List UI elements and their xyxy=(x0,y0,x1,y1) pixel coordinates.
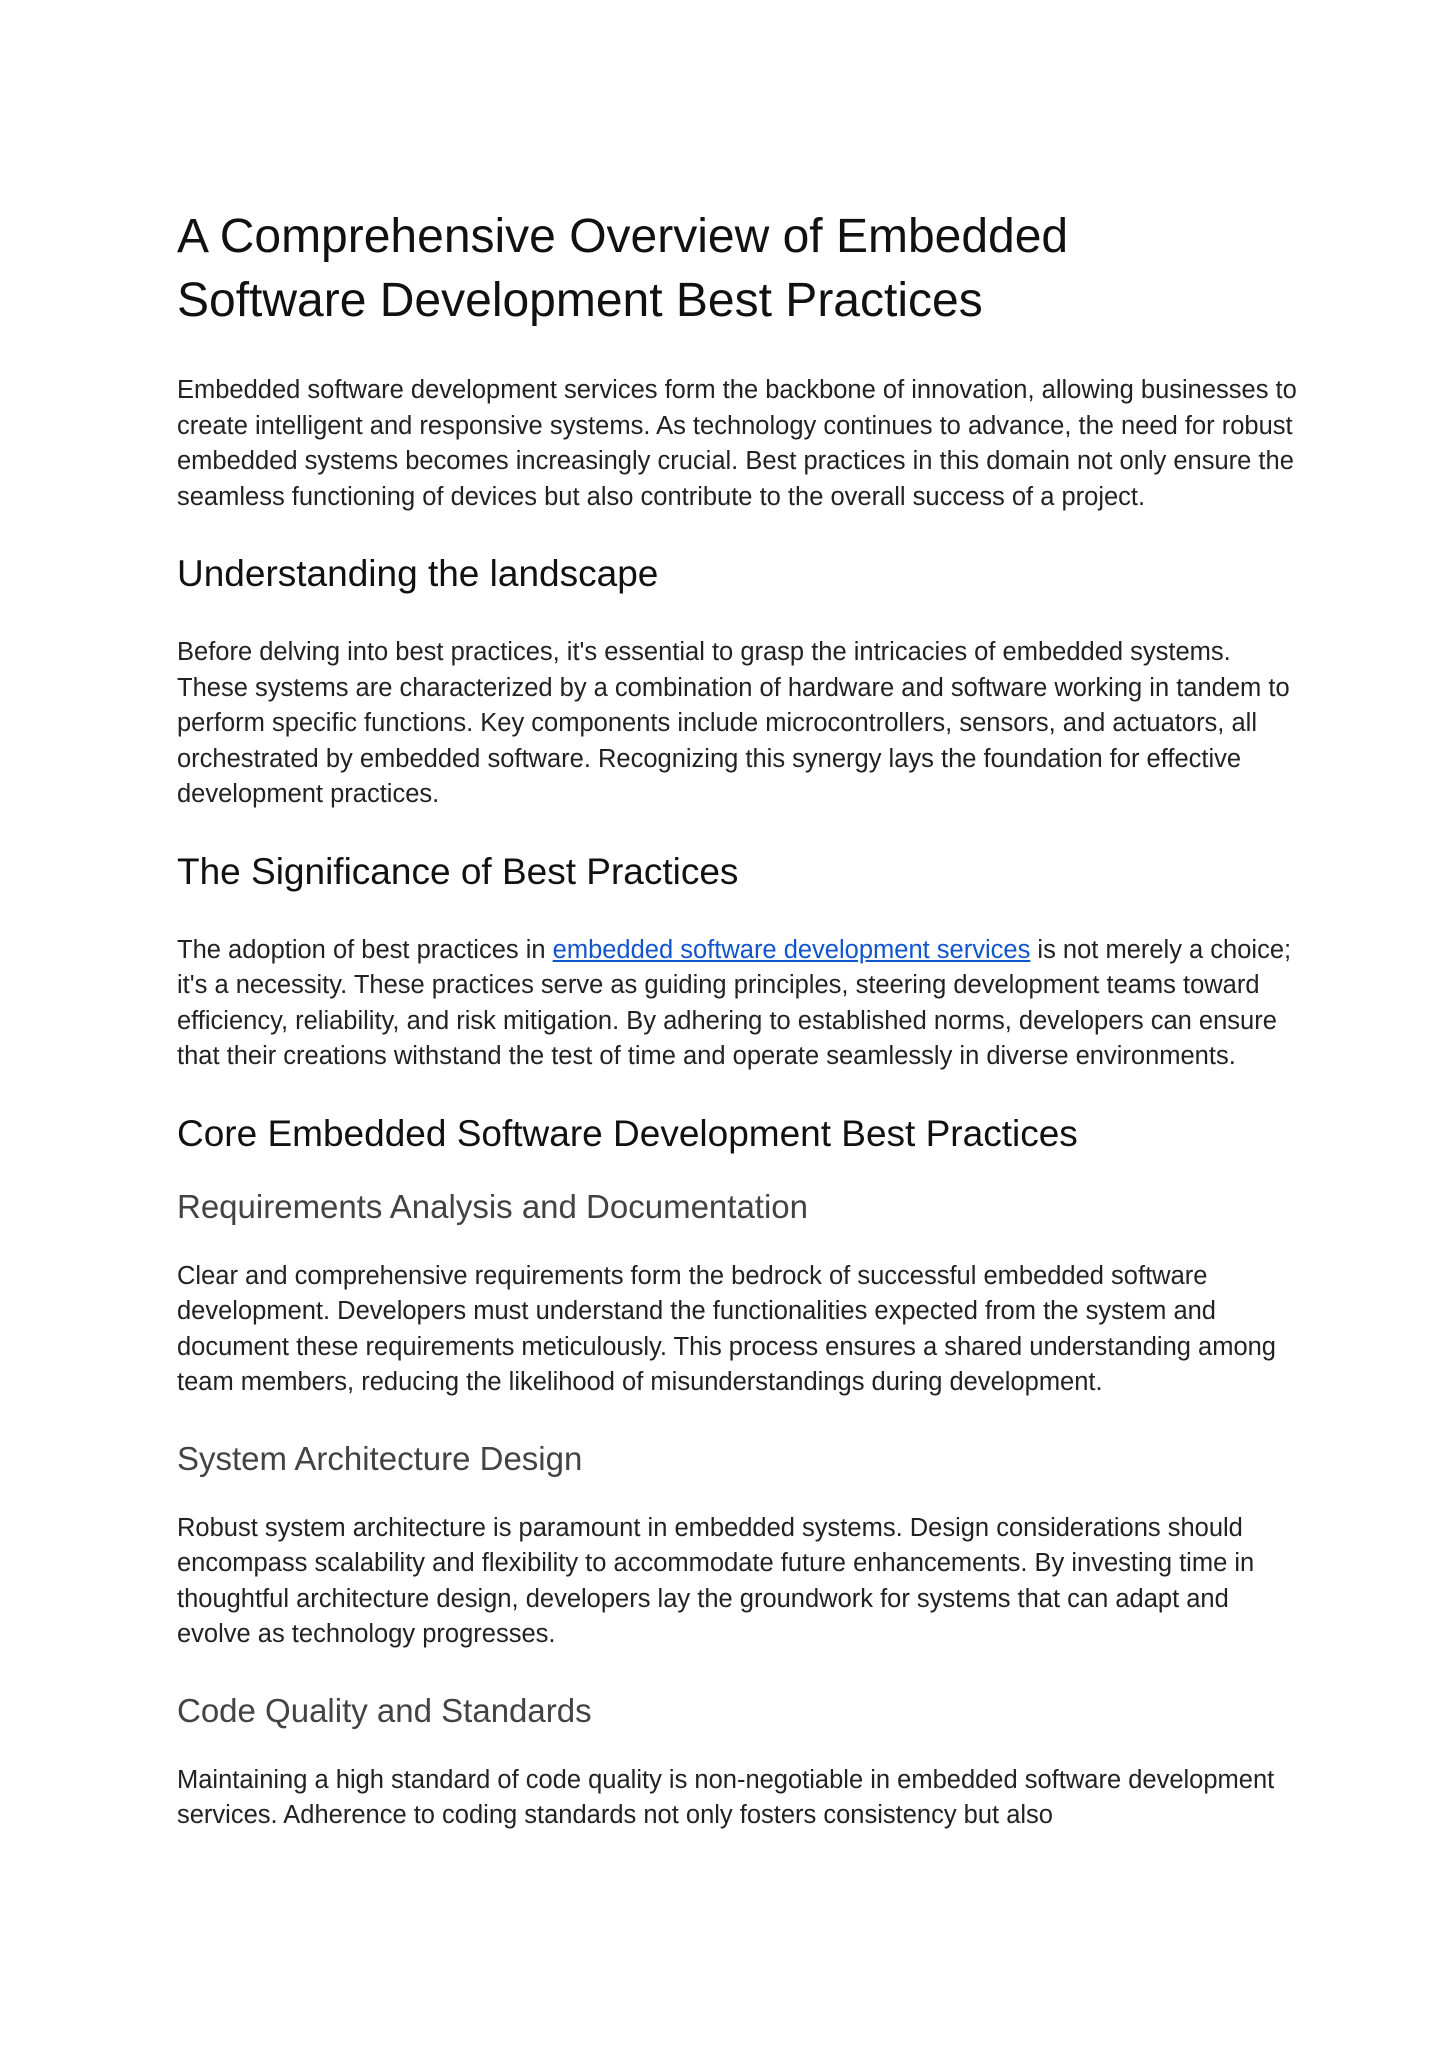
subsection-heading-code-quality: Code Quality and Standards xyxy=(177,1691,592,1729)
subsection-body-architecture: Robust system architecture is paramount in embedded systems. Design considerations should encompass scalability and flexibility to accommodate future enhancements. By investing time in thoughtful architecture design, developers lay the groundwork for systems that can adapt and evolve as technology progresses. xyxy=(177,1513,1255,1648)
section-body-landscape: Before delving into best practices, it's essential to grasp the intricacies of embedded systems. These systems are characterized by a combination of hardware and software working in tandem to perform specific functions. Key components include microcontrollers, sensors, and actuators, all orchestrated by embedded software. Recognizing this synergy lays the foundation for effective development practices. xyxy=(177,638,1290,808)
intro-paragraph: Embedded software development services form the backbone of innovation, allowing businesses to create intelligent and responsive systems. As technology continues to advance, the need for robust embedded systems becomes increasingly crucial. Best practices in this domain not only ensure the seamless functioning of devices but also contribute to the overall success of a project. xyxy=(177,376,1297,511)
subsection-heading-architecture: System Architecture Design xyxy=(177,1439,583,1477)
significance-text-before-link: The adoption of best practices in xyxy=(177,935,553,964)
significance-text-after-link: is not merely a choice; it's a necessity. These practices serve as guiding principles, steering development teams toward efficiency, reliability, and risk mitigation. By adhering to established norms, developers can ensure that their creations withstand the test of time and operate seamlessly in diverse environments. xyxy=(177,935,1292,1070)
subsection-heading-requirements: Requirements Analysis and Documentation xyxy=(177,1187,809,1225)
section-body-significance xyxy=(177,933,1297,1075)
document-title: A Comprehensive Overview of Embedded Software Development Best Practices xyxy=(177,210,1069,327)
document-page xyxy=(177,205,1297,1870)
embedded-services-link[interactable]: embedded software development services xyxy=(552,935,1031,964)
section-heading-core-practices: Core Embedded Software Development Best Practices xyxy=(177,1112,1078,1154)
section-heading-significance: The Significance of Best Practices xyxy=(177,850,739,892)
subsection-body-code-quality: Maintaining a high standard of code quality is non-negotiable in embedded software development services. Adherence to coding standards not only fosters consistency but also xyxy=(177,1765,1275,1829)
subsection-body-requirements: Clear and comprehensive requirements form the bedrock of successful embedded software development. Developers must understand the functionalities expected from the system and document these requirements meticulously. This process ensures a shared understanding among team members, reducing the likelihood of misunderstandings during development. xyxy=(177,1261,1276,1396)
section-heading-landscape: Understanding the landscape xyxy=(177,553,659,594)
